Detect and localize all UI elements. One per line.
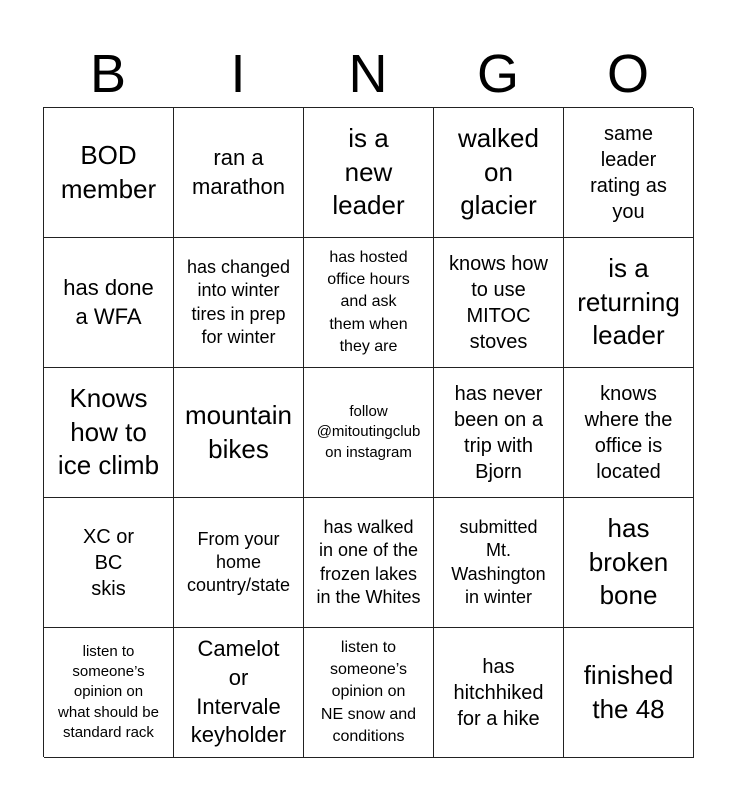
bingo-cell-r2-c1[interactable] (174, 368, 304, 498)
header-letter-g: G (476, 44, 519, 104)
bingo-cell-r2-c0[interactable] (44, 368, 174, 498)
cell-label: finished the 48 (583, 659, 674, 724)
bingo-cell-r1-c0[interactable] (44, 238, 174, 368)
bingo-cell-r0-c1[interactable] (174, 108, 304, 238)
header-letter-b: B (89, 44, 127, 104)
bingo-cell-r1-c1[interactable] (174, 238, 304, 368)
bingo-cell-r0-c3[interactable] (434, 108, 564, 238)
cell-label: listen to someone’s opinion on what should be standard rack (58, 642, 159, 742)
cell-label: has hosted office hours and ask them when they are (327, 248, 410, 356)
cell-label: is a returning leader (577, 252, 680, 351)
cell-label: From your home country/state (186, 528, 291, 596)
header-letter-i: I (230, 44, 246, 104)
cell-label: XC or BC skis (82, 525, 135, 600)
cell-label: same leader rating as you (590, 122, 667, 223)
bingo-cell-r2-c4[interactable] (564, 368, 694, 498)
bingo-cell-r4-c1[interactable] (174, 628, 304, 758)
bingo-cell-r3-c4[interactable] (564, 498, 694, 628)
cell-label: has broken bone (588, 512, 669, 611)
bingo-cell-r4-c0[interactable] (44, 628, 174, 758)
bingo-cell-r0-c4[interactable] (564, 108, 694, 238)
cell-label: listen to someone’s opinion on NE snow and conditions (320, 638, 417, 746)
bingo-cell-r2-c2[interactable] (304, 368, 434, 498)
bingo-cell-r3-c0[interactable] (44, 498, 174, 628)
bingo-cell-r0-c2[interactable] (304, 108, 434, 238)
cell-label: Knows how to ice climb (57, 382, 160, 481)
cell-label: mountain bikes (185, 399, 292, 464)
cell-label: has walked in one of the frozen lakes in the Whites (316, 517, 421, 607)
bingo-cell-r4-c3[interactable] (434, 628, 564, 758)
bingo-cell-r2-c3[interactable] (434, 368, 564, 498)
cell-label: ran a marathon (192, 144, 285, 199)
cell-label: knows how to use MITOC stoves (449, 252, 548, 353)
cell-label: Camelot or Intervale keyholder (190, 636, 287, 748)
bingo-cell-r4-c2[interactable] (304, 628, 434, 758)
header-letter-o: O (606, 44, 649, 104)
cell-label: submitted Mt. Washington in winter (451, 517, 546, 607)
cell-label: BOD member (60, 139, 157, 204)
header-letter-n: N (348, 44, 388, 104)
cell-label: has changed into winter tires in prep for winter (186, 257, 291, 347)
bingo-cell-r1-c2[interactable] (304, 238, 434, 368)
cell-label: has done a WFA (63, 274, 154, 329)
cell-label: is a new leader (332, 122, 405, 221)
bingo-grid (43, 107, 693, 757)
cell-label: follow @mitoutingclub on instagram (316, 402, 421, 461)
bingo-cell-r3-c3[interactable] (434, 498, 564, 628)
bingo-cell-r3-c2[interactable] (304, 498, 434, 628)
cell-label: has never been on a trip with Bjorn (454, 382, 543, 483)
bingo-cell-r4-c4[interactable] (564, 628, 694, 758)
bingo-cell-r3-c1[interactable] (174, 498, 304, 628)
bingo-cell-r1-c4[interactable] (564, 238, 694, 368)
bingo-cell-r1-c3[interactable] (434, 238, 564, 368)
cell-label: has hitchhiked for a hike (453, 655, 544, 730)
cell-label: walked on glacier (458, 122, 539, 221)
bingo-header (43, 40, 693, 108)
cell-label: knows where the office is located (584, 382, 673, 483)
bingo-cell-r0-c0[interactable] (44, 108, 174, 238)
